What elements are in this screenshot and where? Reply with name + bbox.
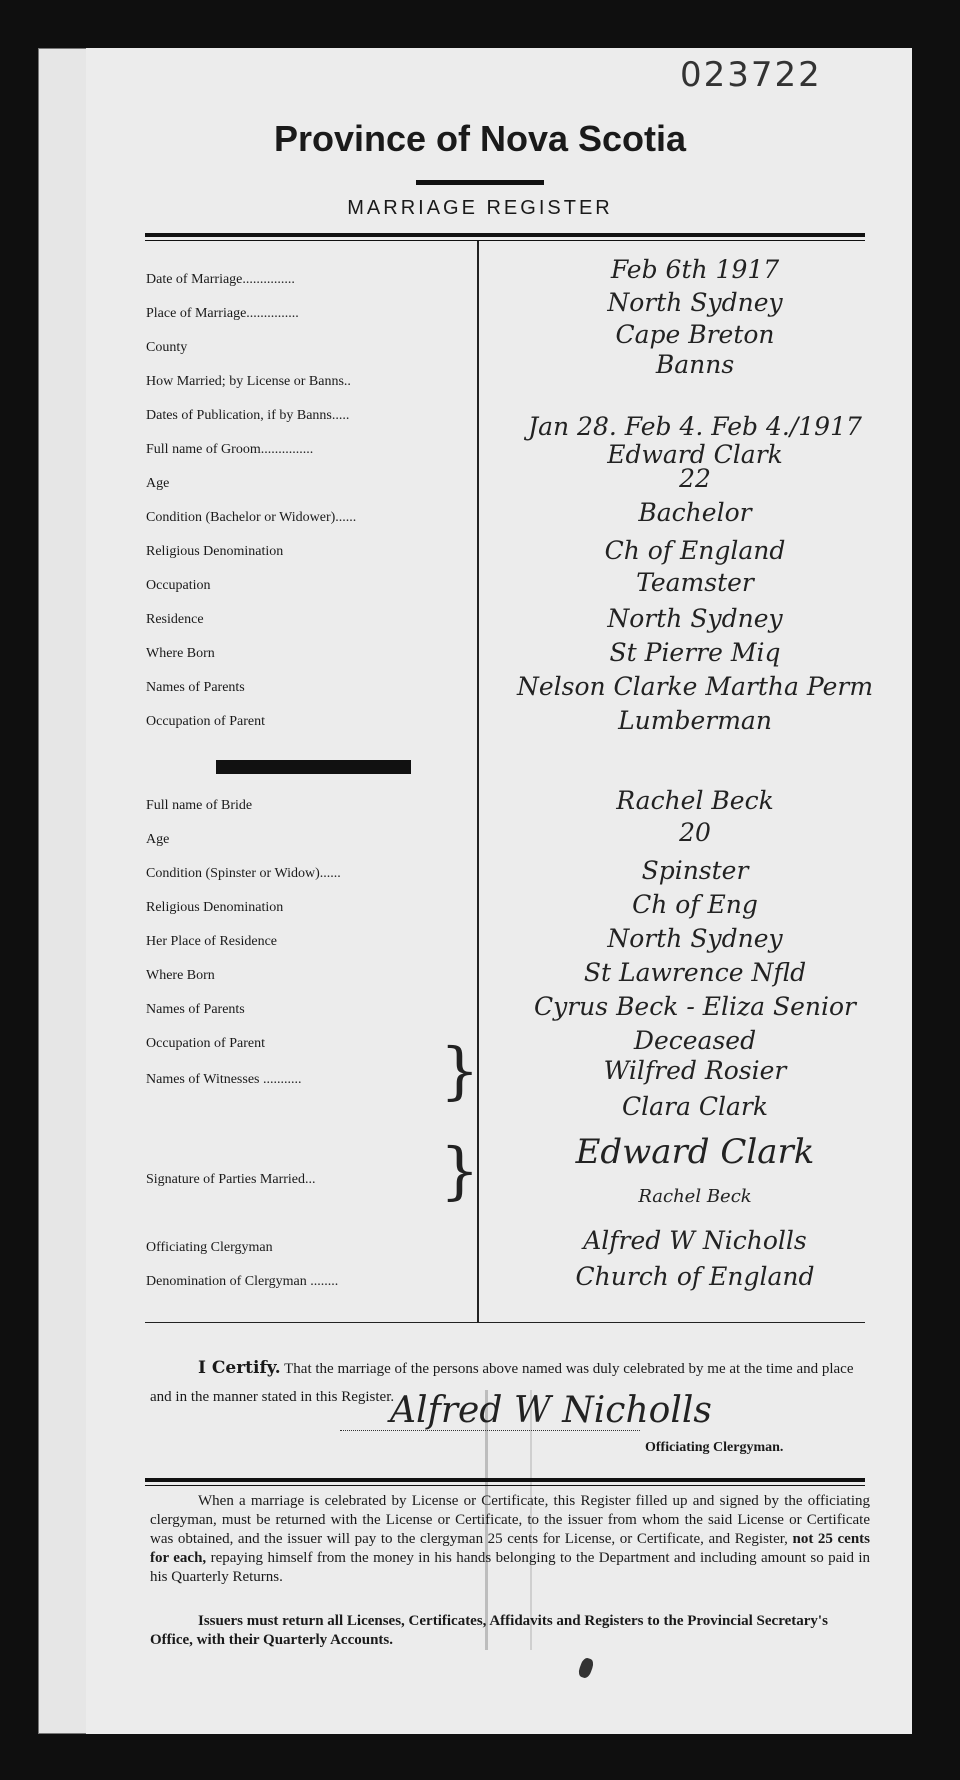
value-witness-1: Wilfred Rosier [603,1056,787,1085]
value-signature-groom: Edward Clark [575,1132,815,1172]
page-subtitle: MARRIAGE REGISTER [347,197,613,219]
label-place-of-marriage: Place of Marriage............... [146,306,299,321]
value-groom-name: Edward Clark [607,440,783,469]
section-separator-bar [216,760,411,774]
label-bride-religion: Religious Denomination [146,900,284,915]
value-witness-2: Clara Clark [622,1092,768,1121]
notice-paragraph [150,1492,870,1587]
notice-rule-thin [145,1485,865,1486]
label-bride-condition: Condition (Spinster or Widow)...... [146,866,341,881]
issuers-notice: Issuers must return all Licenses, Certificates, Affidavits and Registers to the Provincial Secretary's Office, with their Quarterly Accounts. [150,1613,828,1648]
notice-part-2: repaying himself from the money in his hands belonging to the Department and including amount so paid in his Quarterly Returns. [150,1550,870,1585]
page-title: Province of Nova Scotia [273,118,687,159]
value-groom-residence: North Sydney [607,604,783,633]
header-rule-thin [145,240,865,241]
value-bride-residence: North Sydney [607,924,783,953]
label-groom-born: Where Born [146,646,215,661]
value-denomination-clergyman: Church of England [575,1262,815,1291]
label-clergyman: Officiating Clergyman [146,1240,273,1255]
certify-heading: I Certify. [198,1358,281,1378]
value-bride-born: St Lawrence Nfld [583,958,807,987]
label-witnesses: Names of Witnesses ........... [146,1072,302,1087]
label-date-of-marriage: Date of Marriage............... [146,272,295,287]
value-clergyman: Alfred W Nicholls [583,1226,807,1255]
witnesses-brace: } [440,1034,480,1107]
title-rule [416,180,544,185]
header-rule [145,233,865,237]
label-groom-occupation: Occupation [146,578,211,593]
label-bride-age: Age [146,832,170,847]
value-signature-bride: Rachel Beck [638,1186,752,1207]
label-groom-name: Full name of Groom............... [146,442,314,457]
label-groom-parent-occupation: Occupation of Parent [146,714,265,729]
label-bride-name: Full name of Bride [146,798,253,813]
label-county: County [146,340,188,355]
label-bride-residence: Her Place of Residence [146,934,277,949]
value-groom-born: St Pierre Miq [609,638,781,667]
value-place-of-marriage: North Sydney [607,288,783,317]
notice-part-1: When a marriage is celebrated by License or Certificate, this Register filled up and signed by the officiating clergyman, must be returned with the License or Certificate, to the issuer from whom the said License or Certificate was obtained, and the issuer will pay to the clergyman 25 cents for License, or Certificate, and Register, [150,1493,870,1547]
value-groom-condition: Bachelor [638,498,752,527]
table-bottom-rule [145,1322,865,1323]
label-groom-residence: Residence [146,612,204,627]
value-groom-religion: Ch of England [604,536,786,565]
value-bride-age: 20 [679,818,711,847]
value-groom-age: 22 [679,464,711,493]
label-groom-religion: Religious Denomination [146,544,284,559]
value-date-of-marriage: Feb 6th 1917 [610,255,780,284]
label-dates-of-publication: Dates of Publication, if by Banns..... [146,408,350,423]
form-number: 023722 [680,55,822,95]
label-bride-parents: Names of Parents [146,1002,245,1017]
certify-text: That the marriage of the persons above named was duly celebrated by me at the time and place and in the manner stated in this Register. [150,1361,854,1405]
certification-signature: Alfred W Nicholls [390,1390,712,1431]
notice-rule [145,1478,865,1482]
label-groom-parents: Names of Parents [146,680,245,695]
value-dates-of-publication: Jan 28. Feb 4. Feb 4./1917 [528,412,862,441]
value-groom-parent-occupation: Lumberman [618,706,772,735]
label-groom-condition: Condition (Bachelor or Widower)...... [146,510,357,525]
signatures-brace: } [440,1134,480,1207]
value-how-married: Banns [655,350,735,379]
value-county: Cape Breton [615,320,775,349]
signature-line [340,1430,640,1431]
value-bride-parent-occupation: Deceased [633,1026,757,1055]
value-groom-parents: Nelson Clarke Martha Perm [516,672,874,701]
notice-bold: not 25 cents for each, [150,1531,871,1566]
label-denomination-clergyman: Denomination of Clergyman ........ [146,1274,339,1289]
value-bride-parents: Cyrus Beck - Eliza Senior [533,992,857,1021]
label-bride-born: Where Born [146,968,215,983]
value-bride-name: Rachel Beck [616,786,774,815]
label-groom-age: Age [146,476,170,491]
label-signatures: Signature of Parties Married... [146,1172,316,1187]
label-bride-parent-occupation: Occupation of Parent [146,1036,265,1051]
value-bride-condition: Spinster [641,856,749,885]
value-bride-religion: Ch of Eng [632,890,758,919]
label-how-married: How Married; by License or Banns.. [146,374,351,389]
value-groom-occupation: Teamster [636,568,754,597]
certification-role: Officiating Clergyman. [645,1440,784,1455]
